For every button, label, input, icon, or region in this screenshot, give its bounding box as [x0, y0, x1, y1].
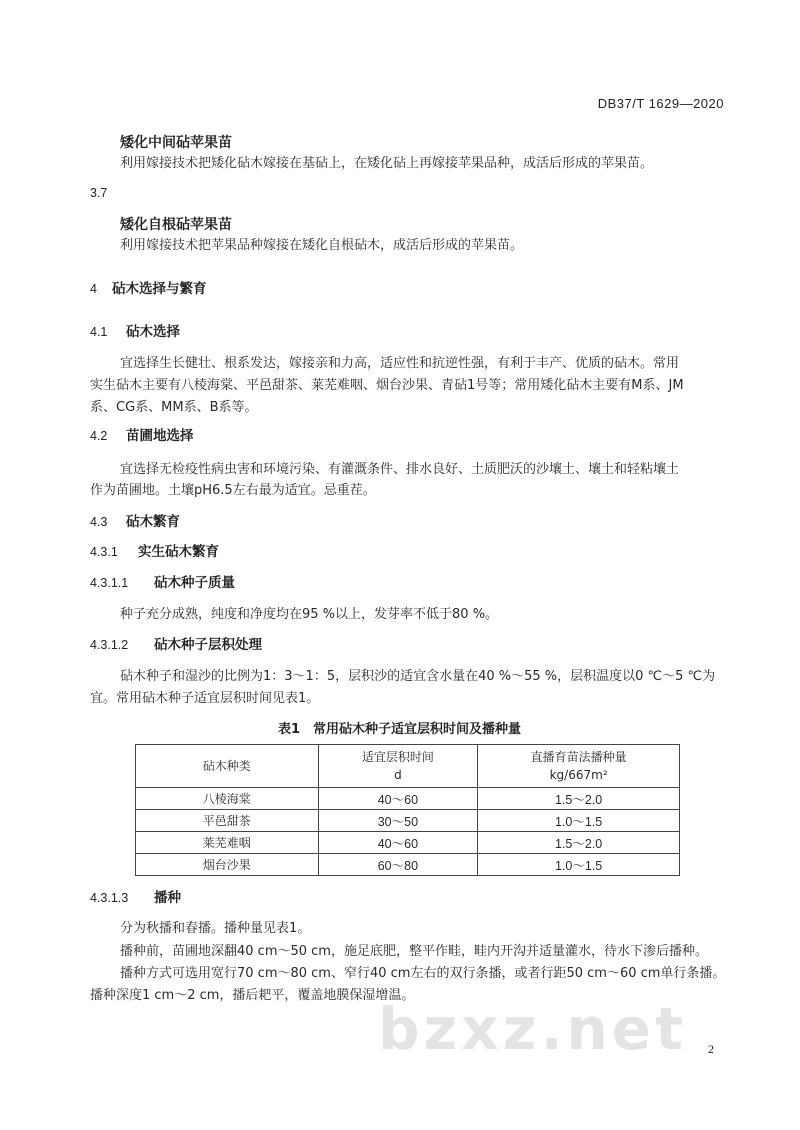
section-number: 4.1 [90, 325, 108, 339]
header-text: 直播育苗法播种量 [530, 750, 627, 764]
table-cell: 平邑甜茶 [136, 810, 319, 832]
table-header-row [136, 745, 680, 788]
section-number: 4 [90, 282, 97, 296]
header-text: 适宜层积时间 [361, 750, 434, 764]
table-cell: 40～60 [318, 788, 478, 810]
column-header [136, 745, 319, 788]
data-table [135, 744, 680, 876]
section-heading-4-3-1-2 [90, 633, 262, 653]
paragraph-line: 系、CG系、MM系、B系等。 [90, 400, 258, 415]
header-text: 砧木种类 [202, 759, 251, 773]
section-number: 4.2 [90, 429, 108, 443]
section-title: 砧木选择与繁育 [112, 281, 207, 297]
column-header [478, 745, 680, 788]
paragraph-line: 作为苗圃地。土壤pH6.5左右最为适宜。忌重茬。 [90, 483, 376, 498]
section-number: 4.3.1.3 [90, 891, 129, 905]
section-title: 砧木种子质量 [154, 575, 235, 591]
section-title: 砧木种子层积处理 [154, 637, 262, 653]
section-heading-4 [90, 277, 207, 297]
table-cell: 烟台沙果 [136, 854, 319, 876]
term-definition-3-7: 利用嫁接技术把苹果品种嫁接在矮化自根砧木，成活后形成的苹果苗。 [120, 238, 524, 253]
paragraph-line: 宜选择无检疫性病虫害和环境污染、有灌溉条件、排水良好、土质肥沃的沙壤土、壤土和轻粘壤土 [120, 462, 680, 477]
table-title: 表1 常用砧木种子适宜层积时间及播种量 [278, 722, 522, 737]
paragraph-line: 分为秋播和春播。播种量见表1。 [120, 921, 311, 936]
paragraph-line: 播种前，苗圃地深翻40 cm～50 cm，施足底肥，整平作畦，畦内开沟并适量灌水，待水下渗后播种。 [120, 944, 708, 959]
document-code: DB37/T 1629—2020 [597, 96, 724, 111]
table-cell: 40～60 [318, 832, 478, 854]
table-cell: 八棱海棠 [136, 788, 319, 810]
section-title: 砧木繁育 [126, 514, 180, 530]
paragraph-line: 宜。常用砧木种子适宜层积时间见表1。 [90, 691, 320, 706]
table-row [136, 854, 680, 876]
header-unit: d [394, 768, 402, 782]
paragraph-line: 砧木种子和湿沙的比例为1：3～1：5，层积沙的适宜含水量在40 %～55 %，层积温度以0 ℃～5 ℃为 [120, 669, 716, 684]
section-number: 4.3.1.2 [90, 638, 129, 652]
table-cell: 1.0～1.5 [478, 854, 680, 876]
section-heading-4-2 [90, 424, 194, 444]
clause-number-3-7: 3.7 [90, 186, 108, 200]
section-heading-4-3-1-1 [90, 571, 235, 591]
paragraph-line: 播种方式可选用宽行70 cm～80 cm、窄行40 cm左右的双行条播，或者行距50 cm～60 cm单行条播。 [120, 966, 726, 981]
section-heading-4-3-1-3 [90, 886, 181, 906]
table-cell: 1.0～1.5 [478, 810, 680, 832]
paragraph-line: 种子充分成熟，纯度和净度均在95 %以上，发芽率不低于80 %。 [120, 607, 499, 622]
paragraph-line: 宜选择生长健壮、根系发达，嫁接亲和力高，适应性和抗逆性强，有利于丰产、优质的砧木。常用 [120, 356, 680, 371]
section-number: 4.3.1.1 [90, 576, 129, 590]
term-definition-3-5: 利用嫁接技术把矮化砧木嫁接在基砧上，在矮化砧上再嫁接苹果品种，成活后形成的苹果苗。 [120, 156, 654, 171]
table-row [136, 810, 680, 832]
watermark: bzxz.net [378, 995, 687, 1063]
page-number: 2 [708, 1042, 714, 1056]
table-cell: 1.5～2.0 [478, 832, 680, 854]
table-row [136, 788, 680, 810]
section-heading-4-1 [90, 320, 180, 340]
table-cell: 莱芜难咽 [136, 832, 319, 854]
section-heading-4-3-1 [90, 540, 219, 560]
column-header [318, 745, 478, 788]
section-title: 实生砧木繁育 [138, 544, 219, 560]
section-number: 4.3.1 [90, 545, 118, 559]
table-row [136, 832, 680, 854]
header-unit: kg/667m² [549, 768, 608, 782]
term-title-3-7: 矮化自根砧苹果苗 [120, 217, 232, 233]
table-cell: 30～50 [318, 810, 478, 832]
table-cell: 1.5～2.0 [478, 788, 680, 810]
table-cell: 60～80 [318, 854, 478, 876]
section-number: 4.3 [90, 515, 108, 529]
paragraph-line: 播种深度1 cm～2 cm，播后耙平，覆盖地膜保湿增温。 [90, 988, 415, 1003]
section-title: 播种 [154, 890, 181, 906]
section-heading-4-3 [90, 510, 180, 530]
section-title: 砧木选择 [126, 324, 180, 340]
term-title-3-5: 矮化中间砧苹果苗 [120, 135, 232, 151]
paragraph-line: 实生砧木主要有八棱海棠、平邑甜茶、莱芜难咽、烟台沙果、青砧1号等；常用矮化砧木主要有M系、JM [90, 378, 684, 393]
section-title: 苗圃地选择 [126, 428, 194, 444]
